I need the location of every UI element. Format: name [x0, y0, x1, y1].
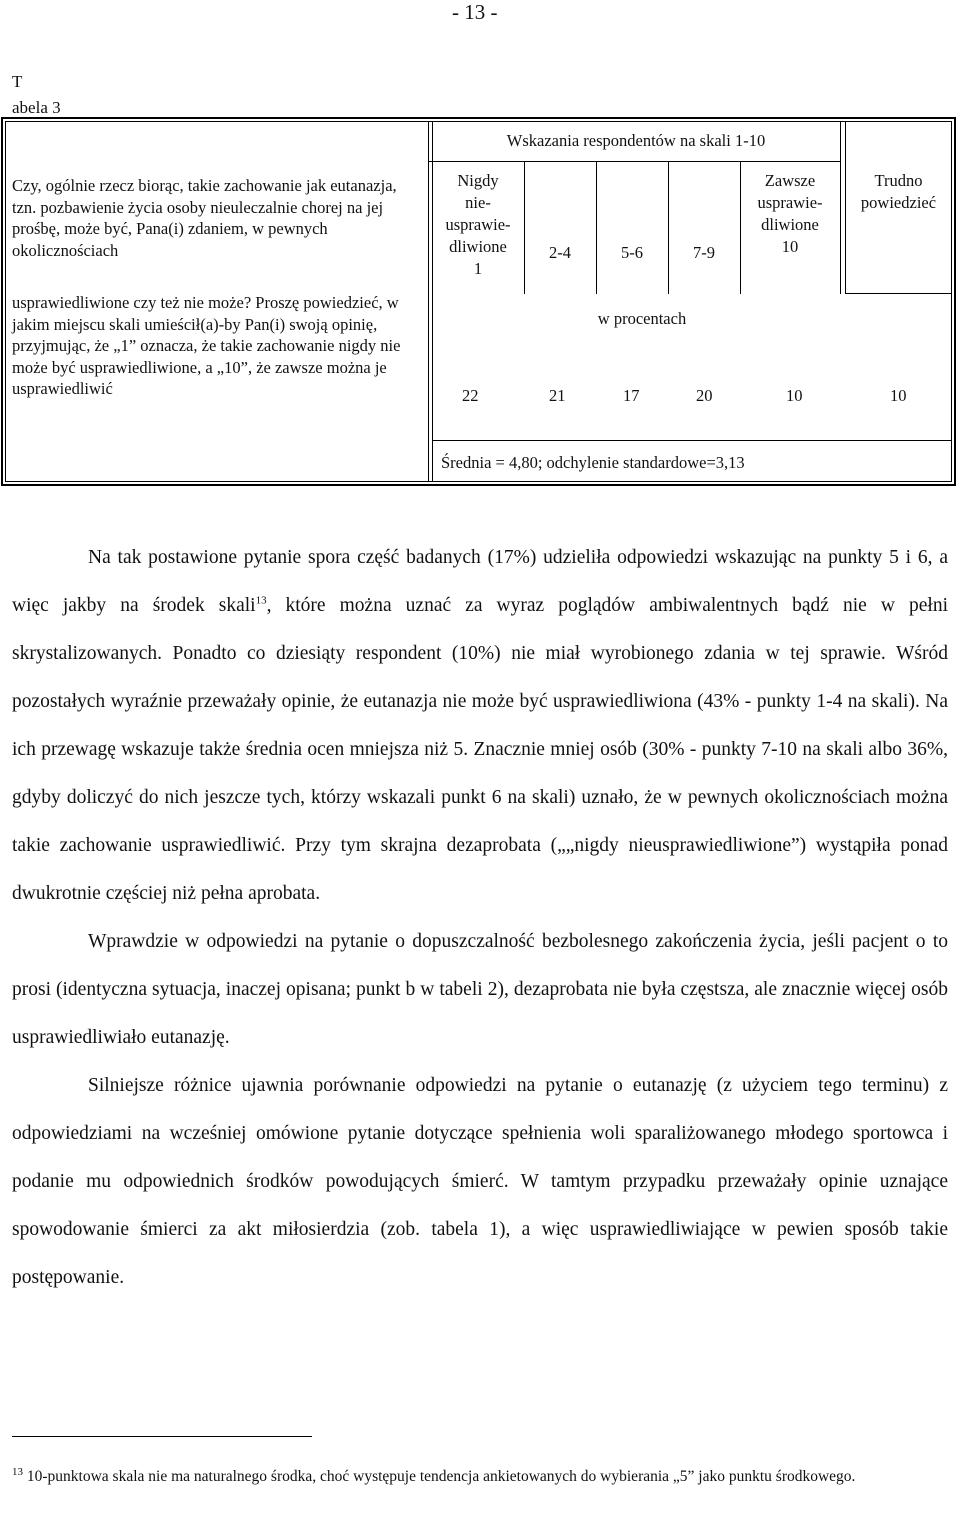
- table-question-part2: usprawiedliwione czy też nie może? Proszę powiedzieć, w jakim miejscu skali umieścił(a)-by Pan(i) swoją opinię, przyjmując, że „1” oznacza, że takie zachowanie nigdy nie może być usprawiedliwione, a „10”, że zawsze można je usprawiedliwić: [12, 293, 401, 399]
- table-rule-title: [428, 161, 840, 162]
- paragraph-1-a: Na tak postawione pytanie spora część badanych (17%) udzieliła odpowiedzi wskazując na punkty 5 i 6, a więc jakby na środek skali: [12, 547, 948, 616]
- paragraph-3: Silniejsze różnice ujawnia porównanie odpowiedzi na pytanie o eutanazję (z użyciem tego terminu) z odpowiedziami na wcześniej omówione pytanie dotyczące spełnienia woli sparaliżowanego młodego sportowca i podanie mu odpowiednich środków powodujących śmierć. W tamtym przypadku przeważały opinie uznające spowodowanie śmierci za akt miłosierdzia (zob. tabela 1), a więc usprawiedliwiające w pewien sposób takie postępowanie.: [12, 1075, 948, 1288]
- paragraph-2: Wprawdzie w odpowiedzi na pytanie o dopuszczalność bezbolesnego zakończenia życia, jeśli pacjent o to prosi (identyczna sytuacja, inaczej opisana; punkt b w tabeli 2), dezaprobata nie była częstsza, ale znacznie więcej osób usprawiedliwiało eutanazję.: [12, 931, 948, 1048]
- paragraph-1: [12, 534, 948, 918]
- footnote-ref: 13: [255, 594, 267, 607]
- value-always: 10: [786, 386, 803, 405]
- col-header-hard: [845, 170, 952, 214]
- table-summary: Średnia = 4,80; odchylenie standardowe=3,13: [441, 453, 745, 472]
- col-header-never-l4: dliwione: [449, 237, 507, 256]
- col-rule-hard-bottom: [845, 293, 952, 294]
- col-header-always-l2: usprawie-: [757, 193, 823, 212]
- col-header-hard-l1: Trudno: [874, 171, 923, 190]
- table-label-line1: T: [12, 72, 23, 91]
- footnote: [12, 1466, 948, 1488]
- col-header-always-l4: 10: [781, 237, 799, 256]
- footnote-separator: [12, 1436, 312, 1437]
- col-header-always-l1: Zawsze: [764, 171, 816, 190]
- col-header-never-l5: 1: [473, 259, 483, 278]
- col-header-7-9: 7-9: [693, 243, 715, 262]
- table-rule-summary: [432, 440, 952, 441]
- paragraph-1-b: , które można uznać za wyraz poglądów ambiwalentnych bądź nie w pełni skrystalizowanych. Ponadto co dziesiąty respondent (10%) nie miał wyrobionego zdania w tej sprawie. Wśród pozostałych wyraźnie przeważały opinie, że eutanazja nie może być usprawiedliwiona (43% - punkty 1-4 na skali). Na ich przewagę wskazuje także średnia ocen mniejsza niż 5. Znacznie mniej osób (30% - punkty 7-10 na skali albo 36%, gdyby doliczyć do nich jeszcze tych, którzy wskazali punkt 6 na skali) uznało, że w pewnych okolicznościach można takie zachowanie usprawiedliwić. Przy tym skrajna dezaprobata („„nigdy nieusprawiedliwione”) wystąpiła ponad dwukrotnie częściej niż pełna aprobata.: [12, 595, 948, 904]
- page-number: - 13 -: [452, 0, 498, 24]
- col-rule-5: [840, 121, 841, 294]
- col-header-5-6: 5-6: [621, 243, 643, 262]
- table-divider-left: [428, 121, 429, 482]
- value-2-4: 21: [549, 386, 566, 405]
- col-header-never-l2: nie-: [465, 193, 491, 212]
- col-header-2-4: 2-4: [549, 243, 571, 262]
- col-header-never: [432, 170, 524, 280]
- footnote-text: 10-punktowa skala nie ma naturalnego środka, choć występuje tendencja ankietowanych do wybierania „5” jako punktu środkowego.: [23, 1468, 856, 1485]
- unit-label-text: w procentach: [597, 309, 687, 328]
- col-header-always-l3: dliwione: [761, 215, 819, 234]
- col-rule-2: [596, 161, 597, 294]
- table-label-line2: abela 3: [12, 98, 61, 117]
- unit-label: [432, 308, 960, 330]
- value-hard: 10: [890, 386, 907, 405]
- value-5-6: 17: [623, 386, 640, 405]
- value-never: 22: [462, 386, 479, 405]
- col-rule-1: [524, 161, 525, 294]
- col-header-always: [740, 170, 840, 258]
- table-question-part1: Czy, ogólnie rzecz biorąc, takie zachowanie jak eutanazja, tzn. pozbawienie życia osoby nieuleczalnie chorej na jej prośbę, może być, Pana(i) zdaniem, w pewnych okolicznościach: [12, 176, 397, 260]
- col-header-hard-l2: powiedzieć: [860, 193, 937, 212]
- col-rule-3: [668, 161, 669, 294]
- footnote-mark: 13: [12, 1465, 23, 1478]
- col-header-never-l1: Nigdy: [457, 171, 499, 190]
- body-text: [12, 534, 948, 1302]
- value-7-9: 20: [696, 386, 713, 405]
- col-header-never-l3: usprawie-: [445, 215, 511, 234]
- table-header-title: Wskazania respondentów na skali 1-10: [506, 131, 766, 150]
